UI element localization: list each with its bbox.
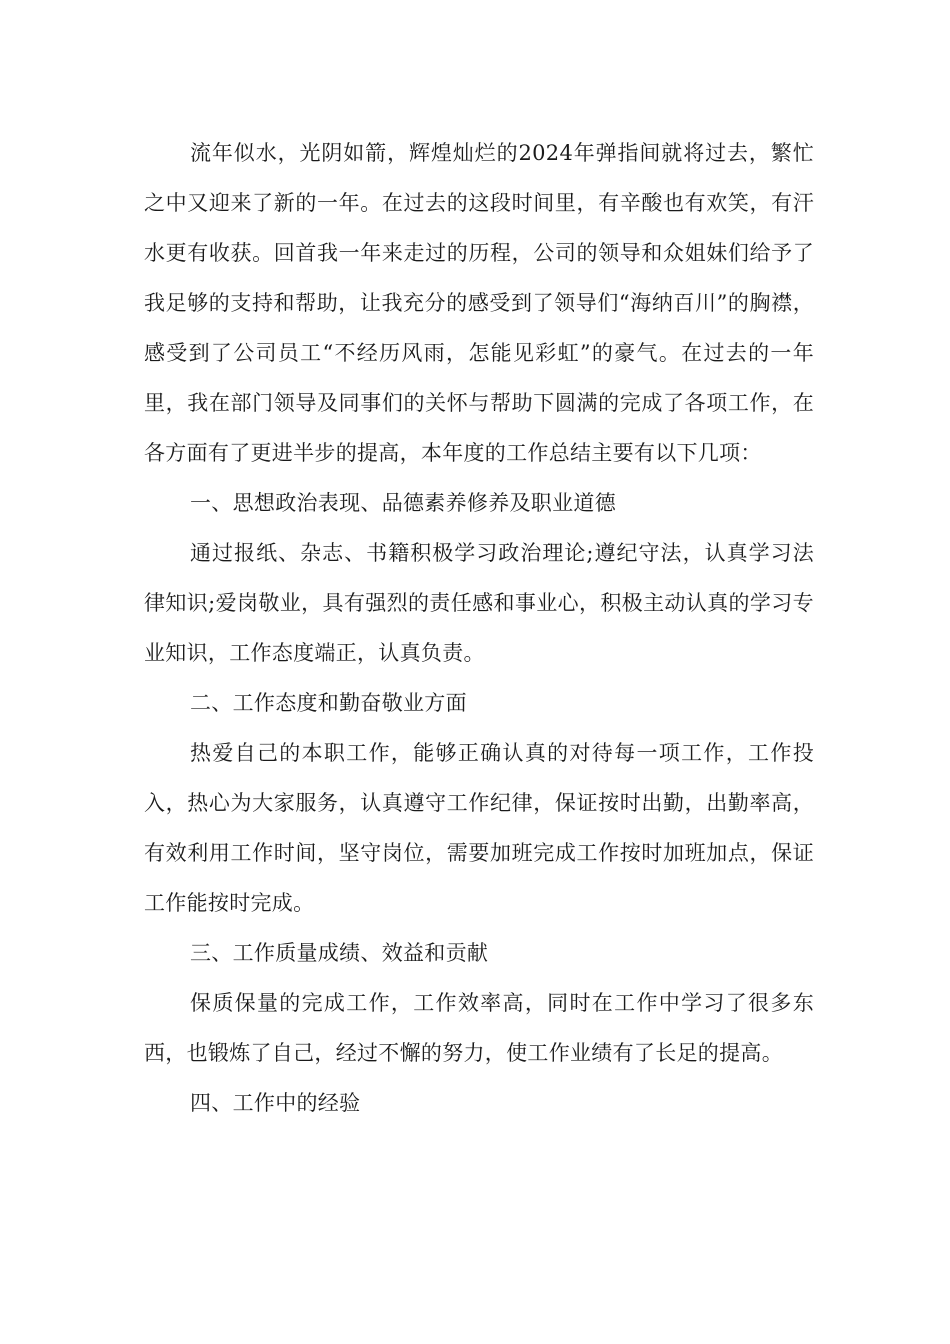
intro-paragraph: 流年似水，光阴如箭，辉煌灿烂的2024年弹指间就将过去，繁忙之中又迎来了新的一年。在过去的这段时间里，有辛酸也有欢笑，有汗水更有收获。回首我一年来走过的历程，公司的领导和众姐妹们给予了我足够的支持和帮助，让我充分的感受到了领导们“海纳百川”的胸襟，感受到了公司员工“不经历风雨，怎能见彩虹”的豪气。在过去的一年里，我在部门领导及同事们的关怀与帮助下圆满的完成了各项工作，在各方面有了更进半步的提高，本年度的工作总结主要有以下几项： [144,141,814,465]
section-body-1: 通过报纸、杂志、书籍积极学习政治理论;遵纪守法，认真学习法律知识;爱岗敬业，具有强烈的责任感和事业心，积极主动认真的学习专业知识，工作态度端正，认真负责。 [144,541,814,665]
section-heading-1: 一、思想政治表现、品德素养修养及职业道德 [190,491,616,515]
section-heading-3: 三、工作质量成绩、效益和贡献 [190,941,489,965]
section-body-3: 保质保量的完成工作，工作效率高，同时在工作中学习了很多东西，也锻炼了自己，经过不懈的努力，使工作业绩有了长足的提高。 [144,991,814,1065]
section-body-2: 热爱自己的本职工作，能够正确认真的对待每一项工作，工作投入，热心为大家服务，认真遵守工作纪律，保证按时出勤，出勤率高，有效利用工作时间，坚守岗位，需要加班完成工作按时加班加点，保证工作能按时完成。 [144,741,814,915]
document-body [144,128,814,1128]
section-heading-4: 四、工作中的经验 [190,1091,361,1115]
section-heading-2: 二、工作态度和勤奋敬业方面 [190,691,467,715]
